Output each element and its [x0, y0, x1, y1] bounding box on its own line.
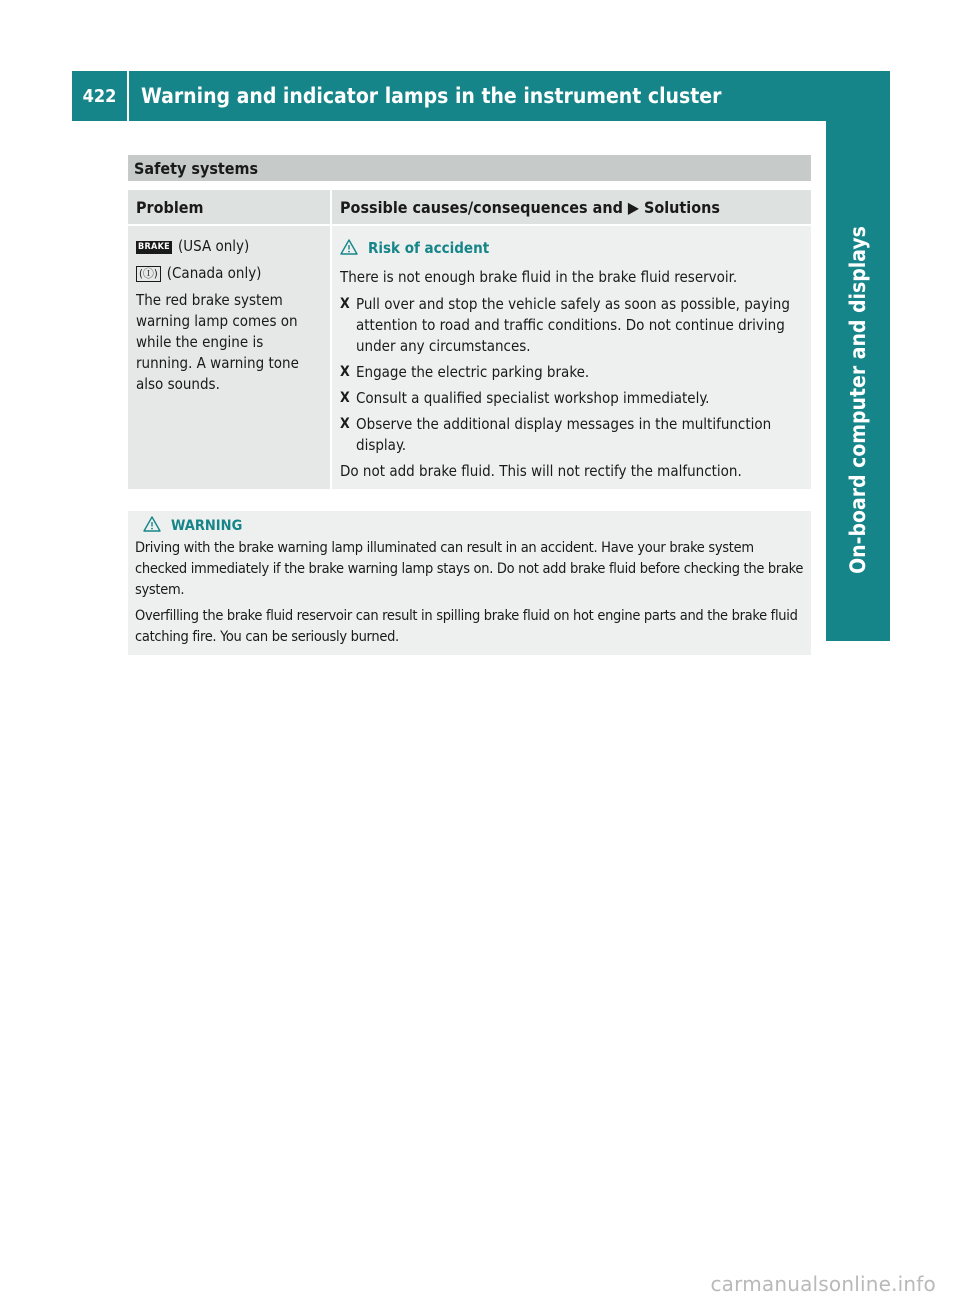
step-arrow-icon: X — [340, 416, 350, 432]
side-tab-label: On-board computer and displays — [846, 226, 870, 574]
problem-cell — [128, 224, 330, 489]
warning-title: WARNING — [171, 518, 243, 534]
list-item — [340, 414, 803, 456]
note-text: Do not add brake fluid. This will not rectify the malfunction. — [340, 462, 742, 480]
step-text: Pull over and stop the vehicle safely as soon as possible, paying attention to road and traffic conditions. Do not continue driving under any circumstances. — [356, 295, 790, 355]
risk-heading — [340, 238, 803, 259]
warning-box — [128, 511, 811, 655]
table-row — [128, 224, 811, 489]
list-item — [340, 388, 803, 409]
step-arrow-icon: X — [340, 390, 350, 406]
brake-lamp-icon: BRAKE — [138, 242, 170, 252]
step-arrow-icon: X — [340, 364, 350, 380]
column-header-problem: Problem — [128, 190, 330, 224]
section-title: Safety systems — [128, 155, 811, 181]
brake-warning-icon: (Ⓘ) — [136, 266, 161, 282]
solution-cell — [330, 224, 811, 489]
chapter-title: Warning and indicator lamps in the instrument cluster — [129, 71, 890, 121]
warning-paragraph-2: Overfilling the brake fluid reservoir can result in spilling brake fluid on hot engine parts and the brake fluid catching fire. You can be seriously burned. — [135, 608, 798, 645]
lamp-usa-label: (USA only) — [177, 237, 250, 255]
table-header-row — [128, 190, 811, 224]
lamp-canada-line — [136, 263, 322, 284]
risk-title: Risk of accident — [368, 239, 490, 257]
step-text: Consult a qualified specialist workshop immediately. — [356, 389, 710, 407]
step-text: Observe the additional display messages in the multifunction display. — [356, 415, 772, 454]
warning-triangle-icon — [143, 516, 161, 532]
step-arrow-icon: X — [340, 296, 350, 312]
lamp-usa-line — [136, 236, 322, 257]
step-text: Engage the electric parking brake. — [356, 363, 590, 381]
warning-paragraph-1: Driving with the brake warning lamp illuminated can result in an accident. Have your brake system checked immediately if the brake warning lamp stays on. Do not add brake fluid before checking the brake system. — [135, 540, 804, 598]
page-number: 422 — [72, 71, 127, 121]
list-item — [340, 362, 803, 383]
problem-description: The red brake system warning lamp comes on while the engine is running. A warning tone also sounds. — [136, 291, 299, 393]
column-header-solutions: Possible causes/consequences and ▶ Solutions — [330, 190, 811, 224]
list-item — [340, 294, 803, 357]
cause-text: There is not enough brake fluid in the brake fluid reservoir. — [340, 268, 738, 286]
watermark: carmanualsonline.info — [710, 1272, 936, 1296]
problem-solution-table — [128, 190, 811, 489]
warning-triangle-icon — [340, 239, 358, 255]
lamp-canada-label: (Canada only) — [166, 264, 262, 282]
warning-heading — [143, 516, 804, 537]
page-header — [72, 71, 890, 121]
